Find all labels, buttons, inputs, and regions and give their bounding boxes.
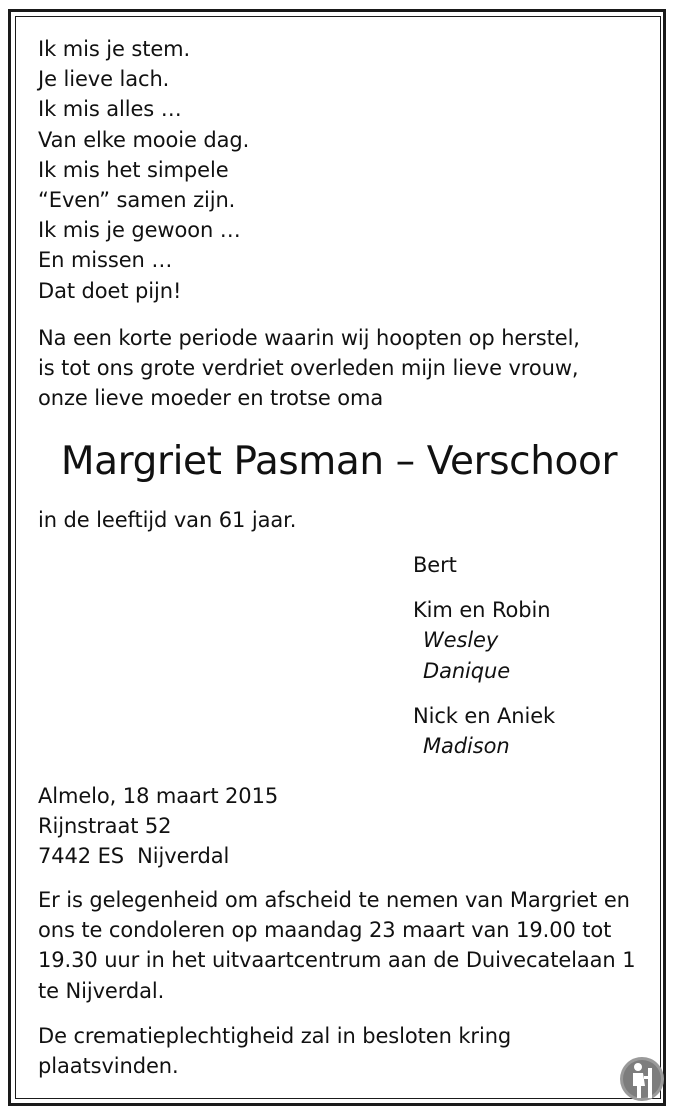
poem-line: Ik mis je gewoon … [38,218,241,243]
poem-line: “Even” samen zijn. [38,188,236,213]
poem-line: Je lieve lach. [38,67,170,92]
intro-line: is tot ons grote verdriet overleden mijn lieve vrouw, [38,356,579,381]
intro-line: Na een korte periode waarin wij hoopten op herstel, [38,326,580,350]
family-member: Nick en Aniek [413,703,556,728]
notice-line: 19.30 uur in het uitvaartcentrum aan de Duivecatelaan 1 [38,948,636,973]
cremation-line: De crematieplechtigheid zal in besloten kring [38,1024,512,1048]
poem-line: Dat doet pijn! [38,278,182,303]
family-group [413,595,555,686]
grandchild: Danique [423,658,511,683]
deceased-name: Margriet Pasman – Verschoor [60,439,618,484]
condolence-notice [38,885,635,1006]
family-member: Bert [413,553,457,577]
family-group [413,701,555,761]
cremation-line: plaatsvinden. [38,1054,179,1079]
announcement-intro [38,323,580,414]
postal-city: 7442 ES Nijverdal [38,844,230,869]
memorial-figure-icon [619,1056,665,1102]
poem-line: Ik mis alles … [38,97,182,122]
poem-line: Ik mis je stem. [38,37,191,61]
poem-line: Van elke mooie dag. [38,127,250,152]
place-date: Almelo, 18 maart 2015 [38,784,279,808]
notice-line: Er is gelegenheid om afscheid te nemen van Margriet en [38,888,630,912]
age-line: in de leeftijd van 61 jaar. [38,508,297,532]
poem [38,34,249,306]
notice-line: ons te condoleren op maandag 23 maart van 19.00 tot [38,918,612,943]
address-block [38,781,278,872]
cremation-notice [38,1021,511,1081]
poem-line: En missen … [38,248,173,273]
grandchild: Wesley [423,628,499,653]
family-member: Kim en Robin [413,598,551,623]
family-group [413,550,555,580]
family-list [413,550,555,776]
street: Rijnstraat 52 [38,814,172,839]
intro-line: onze lieve moeder en trotse oma [38,386,384,411]
grandchild: Madison [423,734,510,759]
notice-line: te Nijverdal. [38,978,165,1003]
poem-line: Ik mis het simpele [38,157,229,182]
